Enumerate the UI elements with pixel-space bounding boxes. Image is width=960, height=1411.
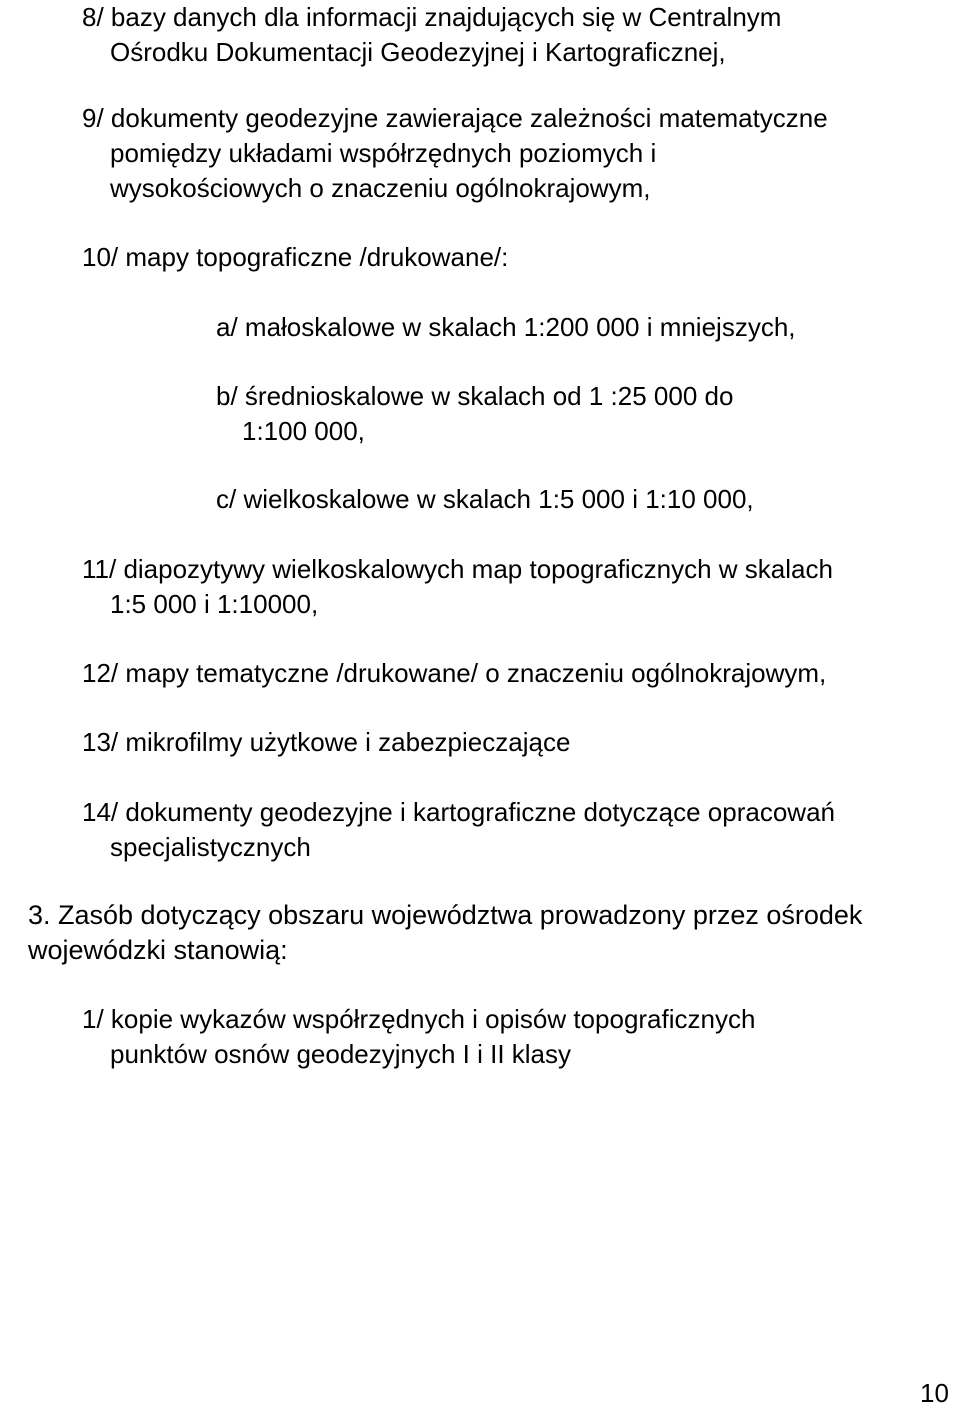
page-number: 10 [920, 1378, 949, 1408]
list-item-10 [82, 240, 508, 275]
list-item-line: a/ małoskalowe w skalach 1:200 000 i mniejszych, [216, 312, 796, 342]
section-3-heading [28, 898, 862, 968]
list-item-12 [82, 656, 826, 691]
list-item-line: 11/ diapozytywy wielkoskalowych map topograficznych w skalach [82, 554, 833, 584]
list-item-line: b/ średnioskalowe w skalach od 1 :25 000 do [216, 381, 734, 411]
list-item-line: c/ wielkoskalowe w skalach 1:5 000 i 1:10 000, [216, 484, 754, 514]
list-item-line: specjalistycznych [110, 832, 311, 862]
section-line: 3. Zasób dotyczący obszaru województwa prowadzony przez ośrodek [28, 900, 863, 930]
list-item-line: 13/ mikrofilmy użytkowe i zabezpieczające [82, 727, 571, 757]
list-item-line: 1:100 000, [242, 416, 365, 446]
list-item-line: 9/ dokumenty geodezyjne zawierające zależności matematyczne [82, 103, 828, 133]
section-line: wojewódzki stanowią: [28, 935, 288, 965]
list-item-13 [82, 725, 570, 760]
list-item-8 [82, 0, 781, 70]
list-item-3-1 [82, 1002, 755, 1072]
list-subitem-10c [216, 482, 754, 517]
list-item-line: 10/ mapy topograficzne /drukowane/: [82, 242, 509, 272]
list-item-line: pomiędzy układami współrzędnych poziomych i [110, 138, 657, 168]
list-item-line: 1/ kopie wykazów współrzędnych i opisów topograficznych [82, 1004, 756, 1034]
list-item-line: 8/ bazy danych dla informacji znajdujących się w Centralnym [82, 2, 782, 32]
list-item-14 [82, 795, 835, 865]
list-item-line: Ośrodku Dokumentacji Geodezyjnej i Kartograficznej, [110, 37, 726, 67]
list-item-line: 12/ mapy tematyczne /drukowane/ o znaczeniu ogólnokrajowym, [82, 658, 827, 688]
list-item-9 [82, 101, 828, 206]
list-subitem-10a [216, 310, 796, 345]
list-subitem-10b [216, 379, 733, 449]
list-item-line: 14/ dokumenty geodezyjne i kartograficzne dotyczące opracowań [82, 797, 835, 827]
list-item-line: 1:5 000 i 1:10000, [110, 589, 319, 619]
list-item-line: punktów osnów geodezyjnych I i II klasy [110, 1039, 572, 1069]
list-item-line: wysokościowych o znaczeniu ogólnokrajowym, [110, 173, 651, 203]
list-item-11 [82, 552, 833, 622]
